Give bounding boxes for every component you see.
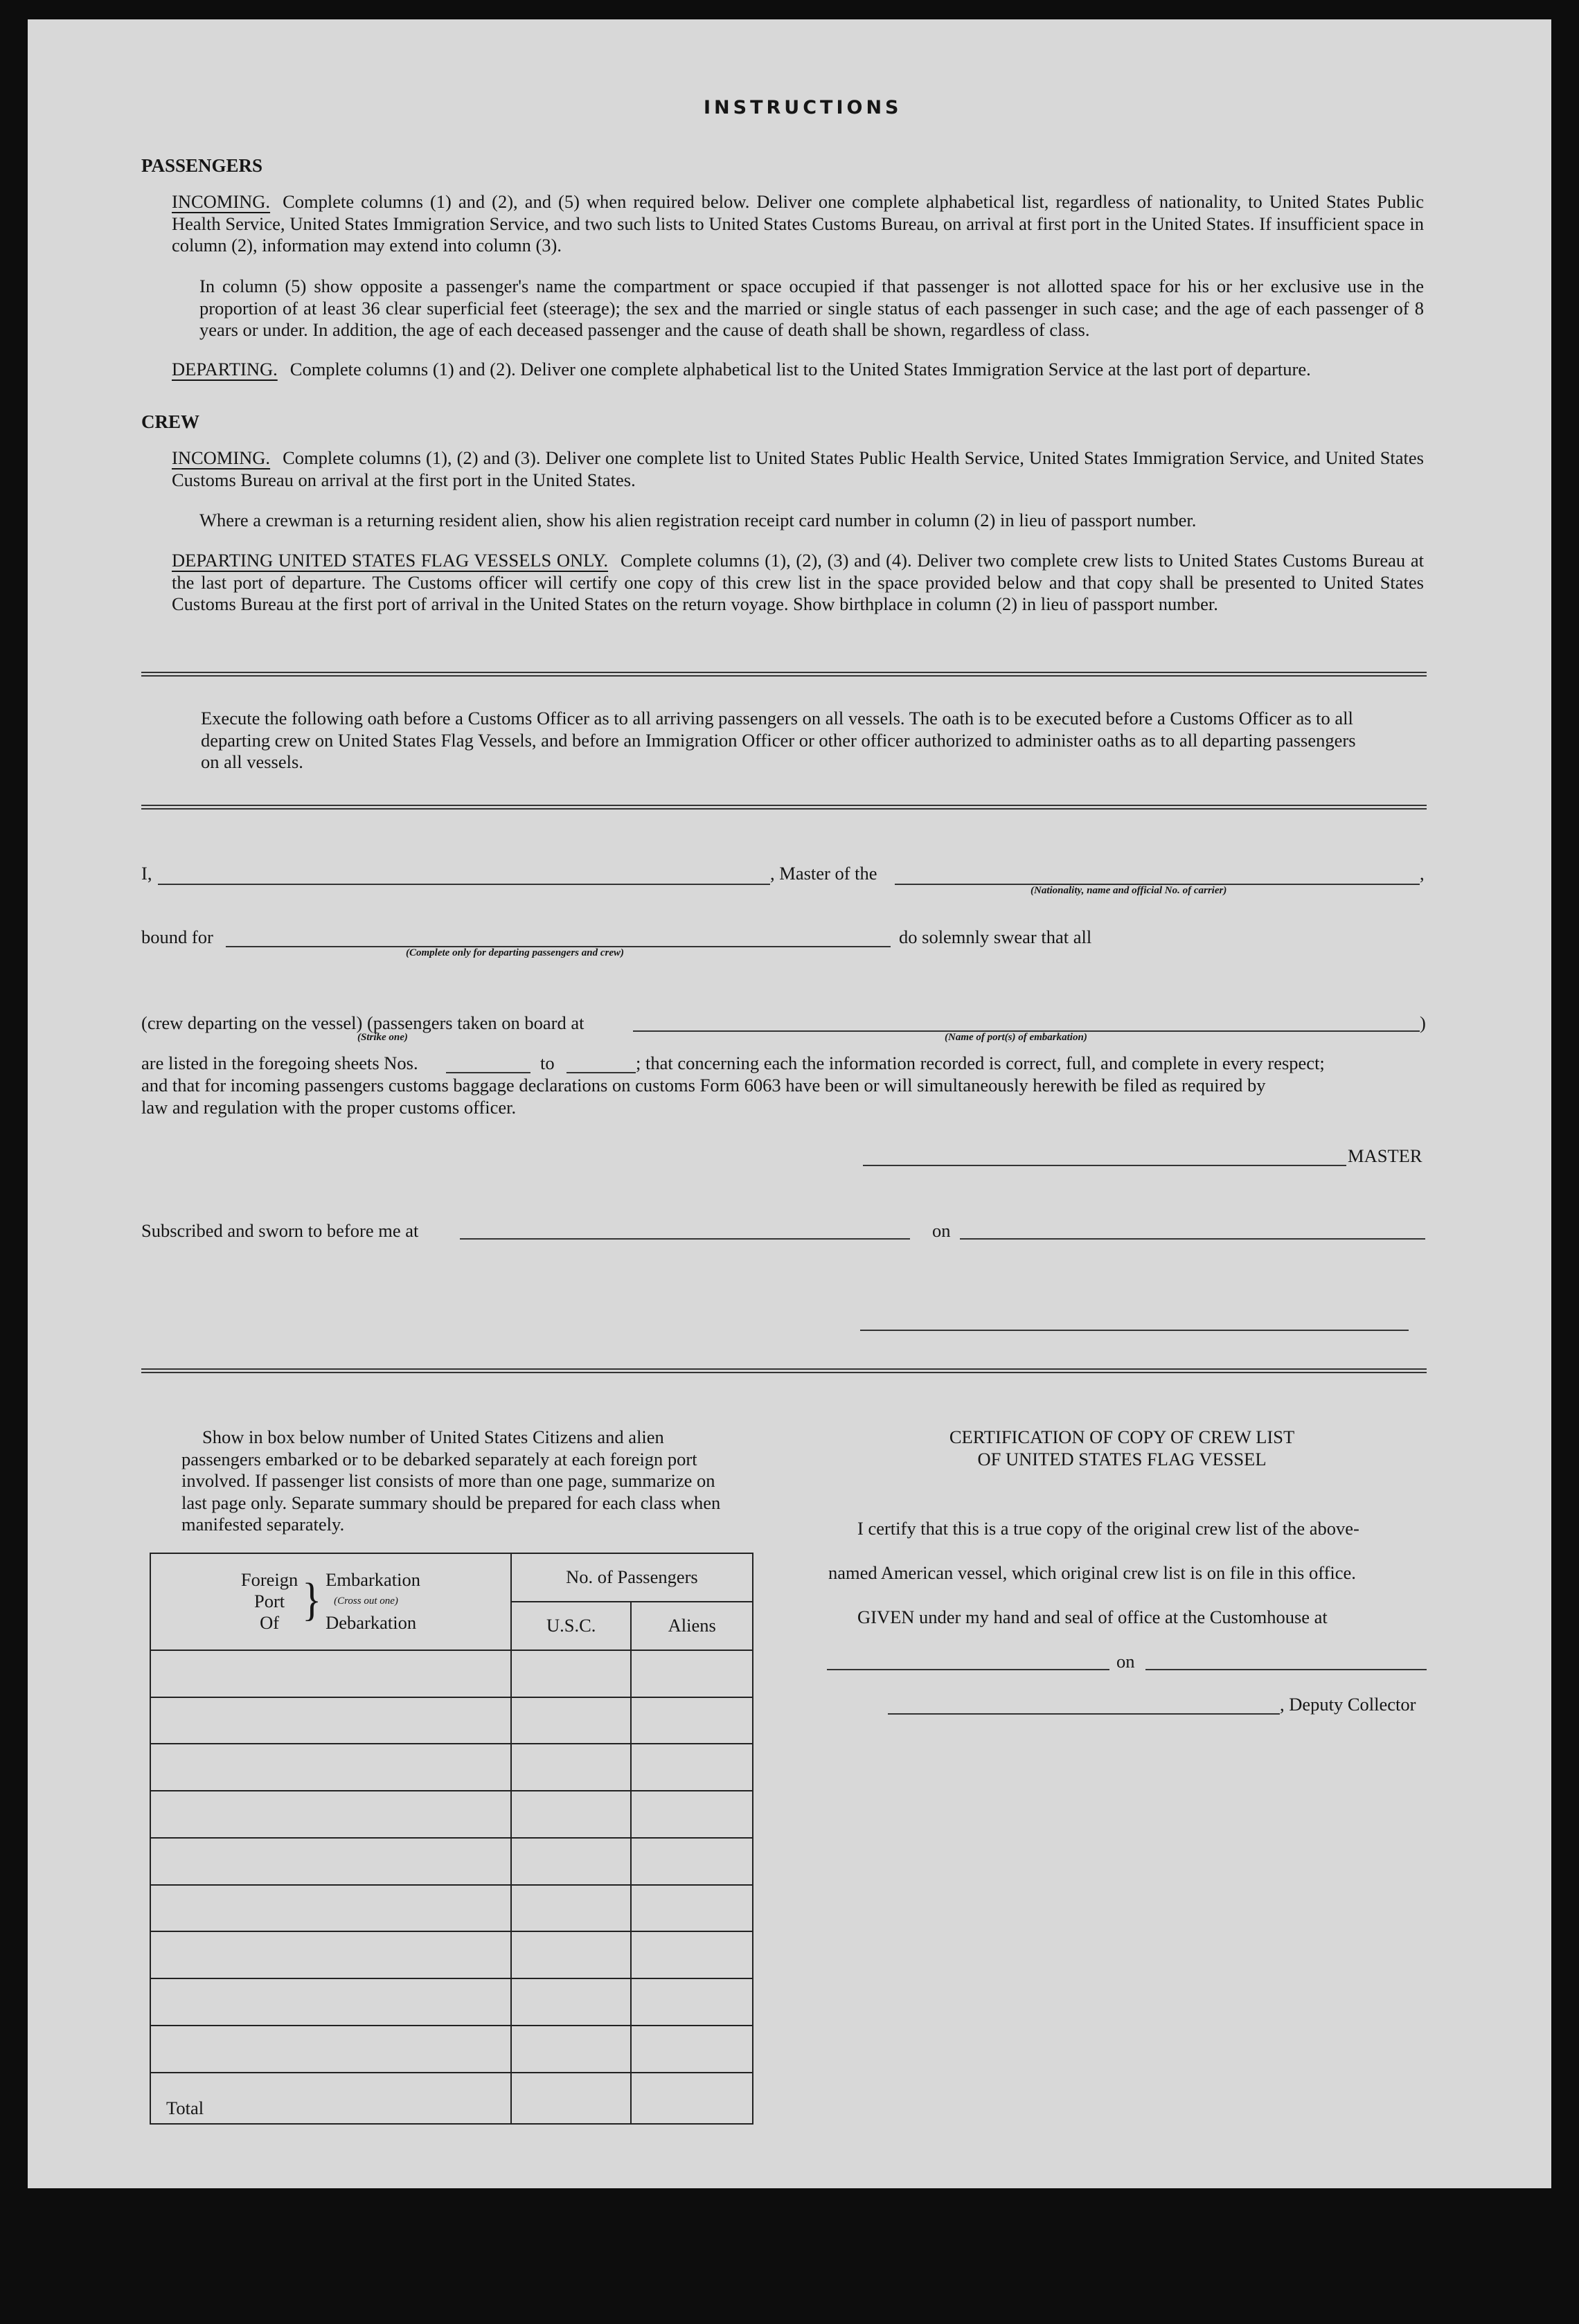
- port-cell[interactable]: [150, 1885, 511, 1932]
- total-label: Total: [150, 2073, 511, 2124]
- aliens-cell[interactable]: [631, 1697, 753, 1744]
- port-cell[interactable]: [150, 1978, 511, 2026]
- aliens-cell[interactable]: [631, 1838, 753, 1885]
- master-name-field[interactable]: [158, 884, 770, 885]
- usc-header: U.S.C.: [511, 1602, 632, 1650]
- brace-icon: }: [302, 1573, 322, 1625]
- passenger-summary-table: [150, 1553, 753, 2125]
- foreign-label: Foreign: [240, 1569, 298, 1591]
- carrier-caption: (Nationality, name and official No. of carrier): [1031, 885, 1227, 896]
- officer-signature-field[interactable]: [860, 1330, 1409, 1331]
- oath-i-label: I,: [141, 863, 152, 884]
- page-title: INSTRUCTIONS: [704, 97, 902, 118]
- listed-label: are listed in the foregoing sheets Nos.: [141, 1053, 418, 1073]
- certify-line-1: I certify that this is a true copy of the original crew list of the above-: [857, 1518, 1359, 1539]
- on-label: on: [932, 1220, 951, 1241]
- cert-date-field[interactable]: [1145, 1669, 1427, 1670]
- aliens-cell[interactable]: [631, 1650, 753, 1697]
- swear-label: do solemnly swear that all: [899, 927, 1092, 947]
- close-paren: ): [1420, 1012, 1426, 1033]
- port-cell[interactable]: [150, 1931, 511, 1978]
- aliens-total-cell[interactable]: [631, 2073, 753, 2124]
- strike-caption: (Strike one): [357, 1032, 408, 1043]
- usc-cell[interactable]: [511, 1885, 632, 1932]
- crew-heading: CREW: [141, 411, 200, 432]
- usc-cell[interactable]: [511, 1791, 632, 1838]
- divider: [141, 1368, 1427, 1373]
- passengers-departing-label: DEPARTING.: [172, 359, 278, 379]
- aliens-header: Aliens: [631, 1602, 753, 1650]
- statement-line-3: law and regulation with the proper customs officer.: [141, 1097, 517, 1118]
- certification-heading-2: OF UNITED STATES FLAG VESSEL: [977, 1449, 1267, 1469]
- port-cell[interactable]: [150, 1697, 511, 1744]
- subscribed-label: Subscribed and sworn to before me at: [141, 1220, 419, 1241]
- sworn-place-field[interactable]: [460, 1238, 910, 1240]
- master-signature-field[interactable]: [863, 1165, 1346, 1166]
- aliens-cell[interactable]: [631, 2026, 753, 2073]
- port-cell[interactable]: [150, 1744, 511, 1791]
- aliens-cell[interactable]: [631, 1791, 753, 1838]
- port-header-cell: [150, 1553, 511, 1650]
- deputy-signature-field[interactable]: [888, 1713, 1280, 1715]
- crew-departing-label: (crew departing on the vessel) (passengers taken on board at: [141, 1012, 585, 1033]
- crew-departing-paragraph: [172, 550, 1424, 616]
- aliens-cell[interactable]: [631, 1885, 753, 1932]
- usc-cell[interactable]: [511, 1931, 632, 1978]
- passengers-incoming-paragraph: [172, 191, 1424, 257]
- deputy-collector-label: , Deputy Collector: [1280, 1694, 1416, 1715]
- passengers-departing-paragraph: [172, 359, 1424, 381]
- certification-heading-1: CERTIFICATION OF COPY OF CREW LIST: [949, 1427, 1295, 1447]
- cross-out-caption: (Cross out one): [334, 1595, 398, 1607]
- comma: ,: [1420, 863, 1425, 884]
- usc-cell[interactable]: [511, 2026, 632, 2073]
- divider: [141, 805, 1427, 810]
- of-label: Of: [260, 1612, 280, 1634]
- given-line: GIVEN under my hand and seal of office at the Customhouse at: [857, 1607, 1328, 1627]
- ports-caption: (Name of port(s) of embarkation): [945, 1032, 1087, 1043]
- passengers-departing-text: Complete columns (1) and (2). Deliver one complete alphabetical list to the United States Immigration Service at the last port of departure.: [289, 359, 1311, 379]
- usc-cell[interactable]: [511, 1697, 632, 1744]
- bound-caption: (Complete only for departing passengers and crew): [406, 947, 624, 958]
- divider: [141, 672, 1427, 677]
- passengers-incoming-text: Complete columns (1) and (2), and (5) when required below. Deliver one complete alphabetical list, regardless of nationality, to United States Public Health Service, United States Immigration Service, and two such lists to United States Customs Bureau, on arrival at first port in the United States. If insufficient space in column (2), information may extend into column (3).: [172, 191, 1424, 256]
- usc-cell[interactable]: [511, 1650, 632, 1697]
- crew-departing-text: Complete columns (1), (2), (3) and (4). Deliver two complete crew lists to United States Customs Bureau at the last port of departure. The Customs officer will certify one copy of this crew list in the space provided below and that copy shall be presented to United States Customs Bureau at the first port of arrival in the United States on the return voyage. Show birthplace in column (2) in lieu of passport number.: [172, 550, 1424, 614]
- aliens-cell[interactable]: [631, 1744, 753, 1791]
- crew-departing-label: DEPARTING UNITED STATES FLAG VESSELS ONLY.: [172, 550, 609, 571]
- master-label: MASTER: [1348, 1145, 1422, 1166]
- port-cell[interactable]: [150, 2026, 511, 2073]
- passengers-column5-paragraph: In column (5) show opposite a passenger's name the compartment or space occupied if that passenger is not allotted space for his or her exclusive use in the proportion of at least 36 clear superficial feet (steerage); the sex and the married or single status of each passenger in such case; and the age of each passenger of 8 years or under. In addition, the age of each deceased passenger and the cause of death shall be shown, regardless of class.: [199, 276, 1424, 340]
- usc-cell[interactable]: [511, 1838, 632, 1885]
- port-cell[interactable]: [150, 1650, 511, 1697]
- passengers-incoming-label: INCOMING.: [172, 191, 271, 212]
- aliens-cell[interactable]: [631, 1931, 753, 1978]
- usc-cell[interactable]: [511, 1744, 632, 1791]
- aliens-cell[interactable]: [631, 1978, 753, 2026]
- debarkation-label: Debarkation: [325, 1612, 417, 1634]
- no-passengers-header: No. of Passengers: [511, 1553, 753, 1602]
- to-label: to: [540, 1053, 555, 1073]
- port-cell[interactable]: [150, 1838, 511, 1885]
- bound-for-label: bound for: [141, 927, 213, 947]
- summary-instruction: Show in box below number of United States Citizens and alien passengers embarked or to be debarked separately at each foreign port involved. If passenger list consists of more than one page, summarize on last page only. Separate summary should be prepared for each class when manifested separately.: [181, 1427, 721, 1535]
- usc-total-cell[interactable]: [511, 2073, 632, 2124]
- certify-line-2: named American vessel, which original crew list is on file in this office.: [828, 1562, 1356, 1583]
- sheet-from-field[interactable]: [446, 1072, 530, 1073]
- usc-cell[interactable]: [511, 1978, 632, 2026]
- customhouse-field[interactable]: [827, 1669, 1109, 1670]
- port-label: Port: [253, 1591, 285, 1612]
- crew-incoming-label: INCOMING.: [172, 447, 271, 468]
- master-of-label: , Master of the: [770, 863, 877, 884]
- passengers-heading: PASSENGERS: [141, 155, 263, 176]
- crew-resident-paragraph: Where a crewman is a returning resident alien, show his alien registration receipt card number in column (2) in lieu of passport number.: [199, 510, 1197, 530]
- statement-rest: ; that concerning each the information recorded is correct, full, and complete in every respect;: [636, 1053, 1325, 1073]
- statement-line-2: and that for incoming passengers customs baggage declarations on customs Form 6063 have been or will simultaneously herewith be filed as required by: [141, 1075, 1266, 1096]
- port-cell[interactable]: [150, 1791, 511, 1838]
- oath-instruction: Execute the following oath before a Customs Officer as to all arriving passengers on all vessels. The oath is to be executed before a Customs Officer as to all departing crew on United States Flag Vessels, and before an Immigration Officer or other officer authorized to administer oaths as to all departing passengers on all vessels.: [201, 708, 1356, 772]
- embarkation-label: Embarkation: [325, 1569, 421, 1591]
- cert-on-label: on: [1116, 1651, 1135, 1672]
- sheet-to-field[interactable]: [567, 1072, 636, 1073]
- crew-incoming-paragraph: [172, 447, 1424, 491]
- sworn-date-field[interactable]: [960, 1238, 1425, 1240]
- crew-incoming-text: Complete columns (1), (2) and (3). Deliver one complete list to United States Public Health Service, United States Immigration Service, and United States Customs Bureau on arrival at the first port in the United States.: [172, 447, 1424, 490]
